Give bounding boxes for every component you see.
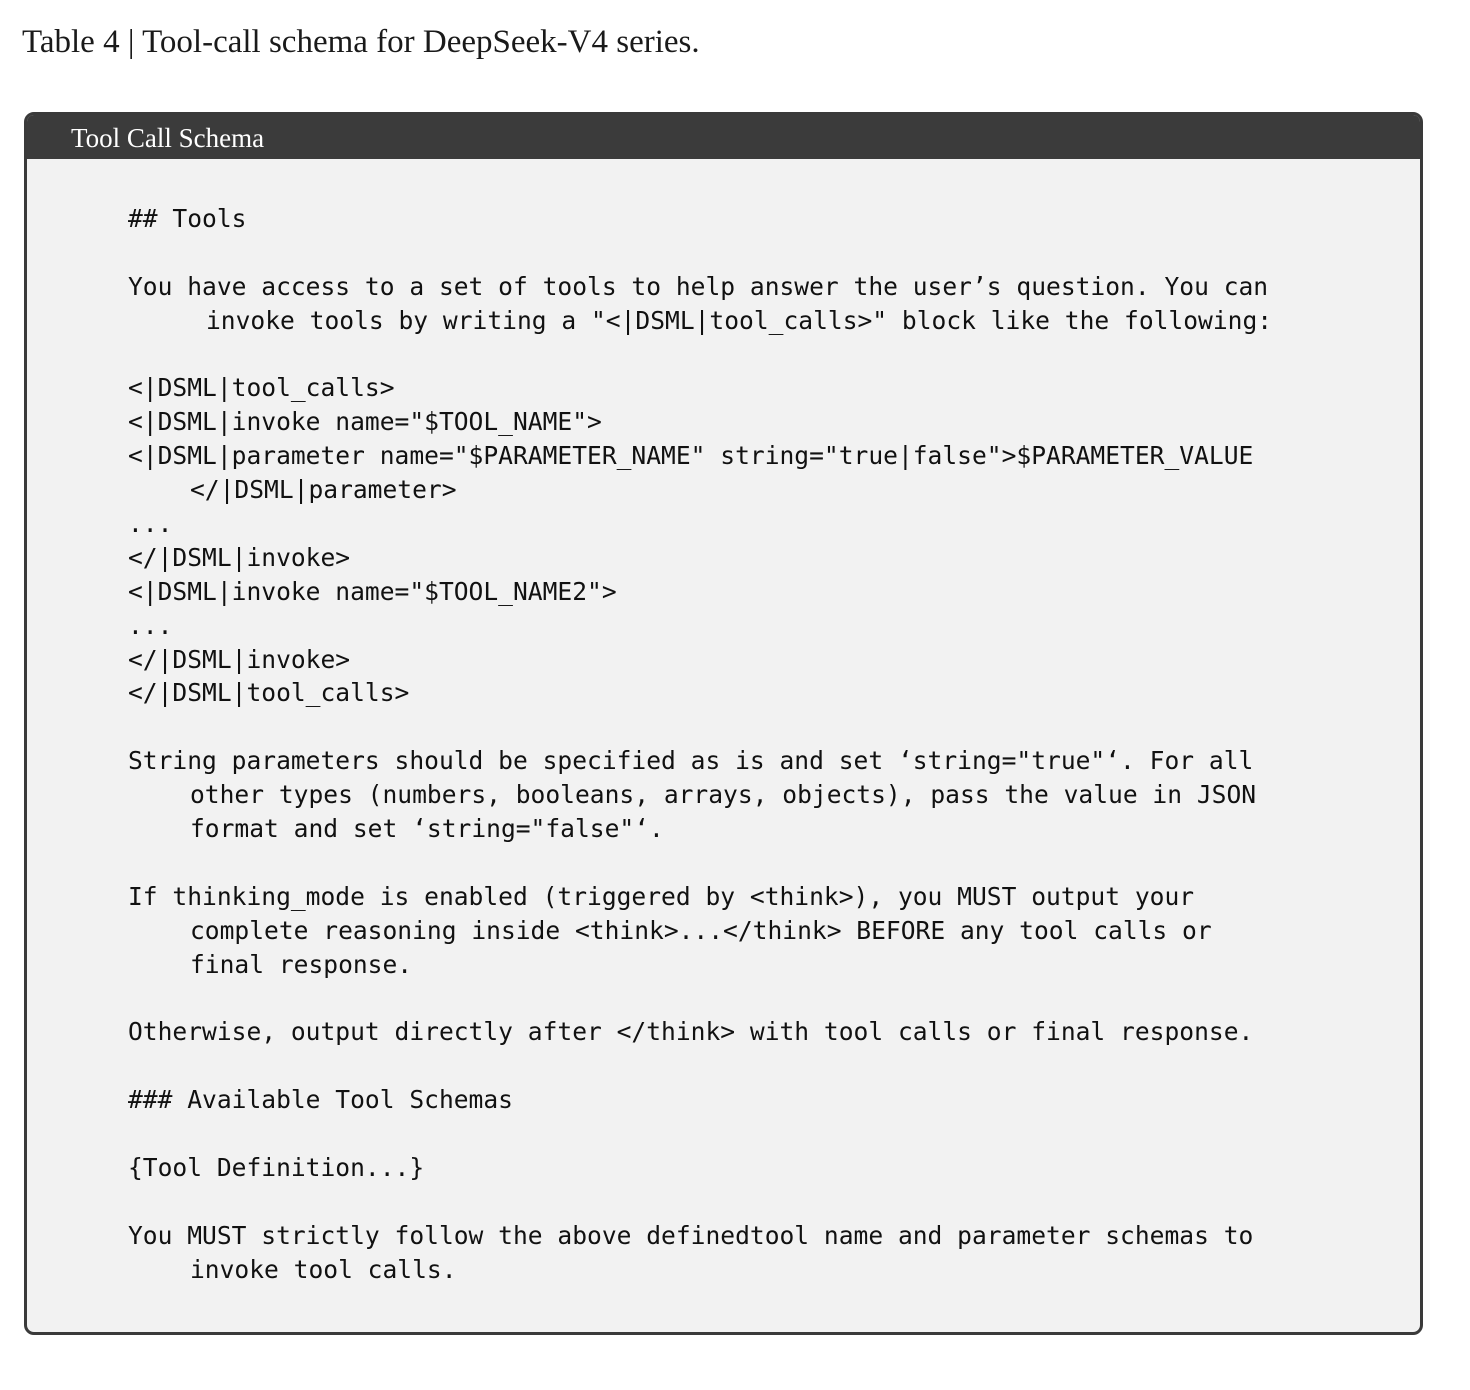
code-line: ... [128, 610, 173, 640]
code-line [128, 236, 1272, 270]
code-line: You MUST strictly follow the above definedtool name and parameter schemas to [128, 1220, 1254, 1250]
code-line: </|DSML|invoke> [128, 644, 351, 674]
code-line [128, 1185, 1272, 1219]
table-caption: Table 4 | Tool-call schema for DeepSeek-V4 series. [22, 24, 700, 60]
code-line: complete reasoning inside <think>...</think> BEFORE any tool calls or [190, 915, 1212, 945]
code-line: format and set ‘string="false"‘. [190, 814, 664, 844]
code-line [128, 338, 1272, 372]
code-line: ### Available Tool Schemas [128, 1085, 513, 1115]
code-line [128, 710, 1272, 744]
code-line: You have access to a set of tools to help answer the user’s question. You can [128, 271, 1269, 301]
code-line: If thinking_mode is enabled (triggered by <think>), you MUST output your [128, 881, 1195, 911]
schema-code-block [128, 202, 1272, 1287]
code-line: final response. [190, 949, 413, 979]
code-line: </|DSML|parameter> [190, 475, 457, 505]
code-line: {Tool Definition...} [128, 1152, 425, 1182]
code-line: <|DSML|parameter name="$PARAMETER_NAME" string="true|false">$PARAMETER_VALUE [128, 441, 1254, 471]
code-line: </|DSML|invoke> [128, 542, 351, 572]
code-line: other types (numbers, booleans, arrays, objects), pass the value in JSON [190, 780, 1257, 810]
code-line [128, 846, 1272, 880]
code-line: Otherwise, output directly after </think> with tool calls or final response. [128, 1017, 1254, 1047]
code-line: invoke tool calls. [190, 1254, 457, 1284]
code-line [128, 981, 1272, 1015]
code-line: <|DSML|tool_calls> [128, 373, 395, 403]
code-line: String parameters should be specified as is and set ‘string="true"‘. For all [128, 746, 1254, 776]
code-line: <|DSML|invoke name="$TOOL_NAME"> [128, 407, 602, 437]
code-line: ## Tools [128, 204, 247, 233]
code-line: invoke tools by writing a "<|DSML|tool_calls>" block like the following: [206, 305, 1273, 335]
code-line: ... [128, 509, 173, 539]
schema-box-header [27, 115, 1420, 159]
schema-box-title: Tool Call Schema [71, 123, 265, 153]
code-line: <|DSML|invoke name="$TOOL_NAME2"> [128, 576, 617, 606]
code-line: </|DSML|tool_calls> [128, 678, 410, 708]
code-line [128, 1117, 1272, 1151]
code-line [128, 1049, 1272, 1083]
